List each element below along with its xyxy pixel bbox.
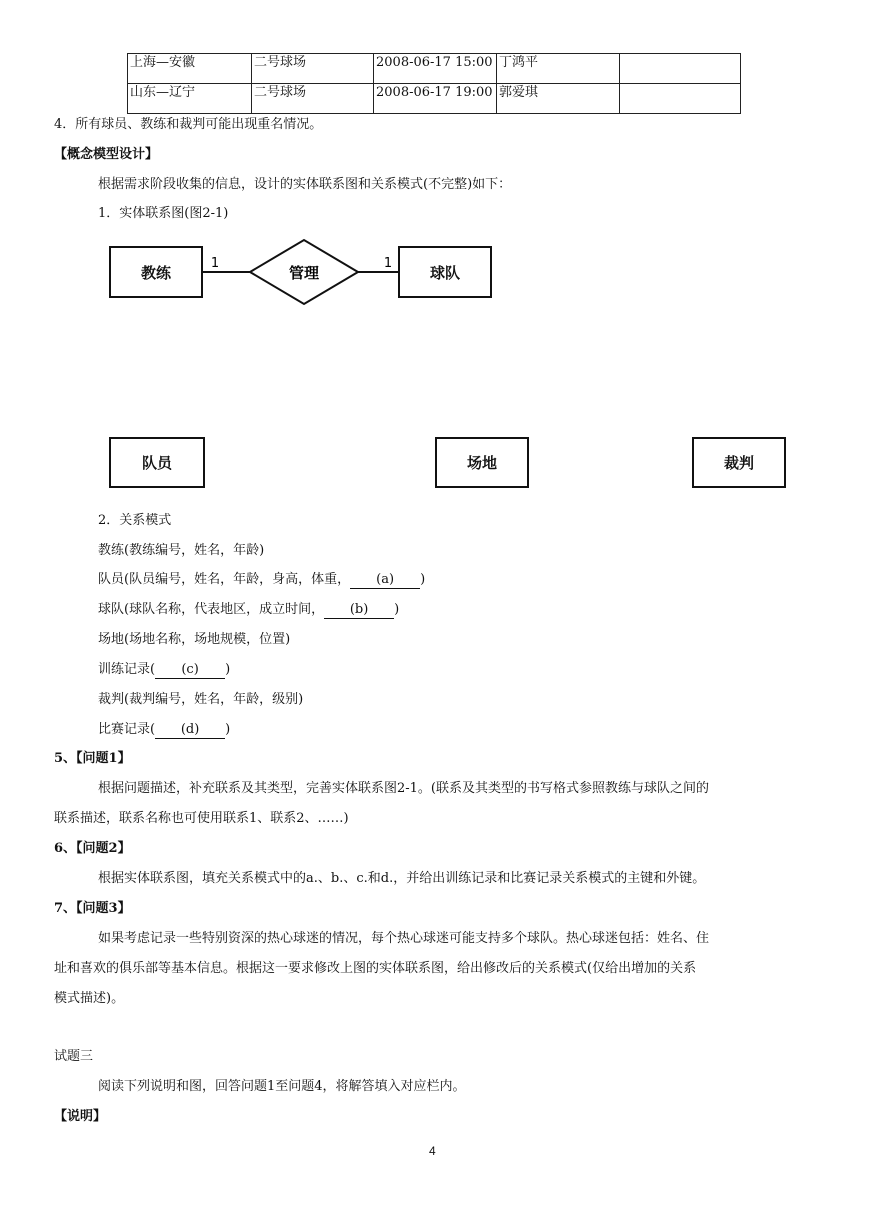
table-row — [128, 84, 741, 114]
schema-referee: 裁判(裁判编号，姓名，年龄，级别) — [98, 692, 304, 707]
question-1-text-line2: 联系描述，联系名称也可使用联系1、联系2、……) — [54, 811, 349, 826]
blank-b: (b) — [324, 602, 394, 619]
question-2-title: 6、【问题2】 — [54, 841, 131, 856]
schema-heading: 2．关系模式 — [98, 513, 172, 528]
table-cell: 二号球场 — [252, 84, 374, 114]
blank-a: (a) — [350, 572, 420, 589]
section-3-intro: 阅读下列说明和图，回答问题1至问题4，将解答填入对应栏内。 — [98, 1079, 466, 1094]
concept-heading: 【概念模型设计】 — [54, 147, 159, 162]
schema-venue: 场地(场地名称，场地规模，位置) — [98, 632, 291, 647]
entity-team: 球队 — [398, 246, 492, 298]
question-3-title: 7、【问题3】 — [54, 901, 131, 916]
schema-player-prefix: 队员(队员编号，姓名，年龄，身高，体重， — [98, 572, 351, 587]
item-4-text: 4．所有球员、教练和裁判可能出现重名情况。 — [54, 117, 323, 132]
table-cell: 郭爱琪 — [497, 84, 620, 114]
cardinality-left: 1 — [210, 256, 220, 271]
cardinality-right: 1 — [383, 256, 393, 271]
question-3-text-line3: 模式描述)。 — [54, 991, 125, 1006]
question-3-text-line2: 址和喜欢的俱乐部等基本信息。根据这一要求修改上图的实体联系图，给出修改后的关系模式(仅给出增加的关系 — [54, 961, 697, 976]
entity-coach: 教练 — [109, 246, 203, 298]
question-1-text-line1: 根据问题描述，补充联系及其类型，完善实体联系图2-1。(联系及其类型的书写格式参照教练与球队之间的 — [98, 781, 710, 796]
table-cell: 二号球场 — [252, 54, 374, 84]
blank-d: (d) — [155, 722, 225, 739]
schema-training — [98, 660, 230, 680]
explain-heading: 【说明】 — [54, 1109, 107, 1124]
schema-close: ) — [394, 602, 400, 617]
schema-match-prefix: 比赛记录( — [98, 722, 156, 737]
schema-training-prefix: 训练记录( — [98, 662, 156, 677]
table-cell: 上海—安徽 — [128, 54, 252, 84]
table-cell — [620, 84, 741, 114]
schema-player — [98, 570, 425, 590]
manage-relationship-label: 管理 — [288, 264, 320, 282]
page-number: 4 — [429, 1144, 436, 1158]
entity-referee: 裁判 — [692, 437, 786, 488]
schema-coach: 教练(教练编号，姓名，年龄) — [98, 543, 265, 558]
er-caption: 1．实体联系图(图2-1) — [98, 206, 229, 221]
schema-match — [98, 720, 230, 740]
table-cell: 山东—辽宁 — [128, 84, 252, 114]
question-2-text: 根据实体联系图，填充关系模式中的a.、b.、c.和d.，并给出训练记录和比赛记录关系模式的主键和外键。 — [98, 871, 706, 886]
entity-player: 队员 — [109, 437, 205, 488]
table-cell: 2008-06-17 19:00 — [374, 84, 497, 114]
entity-venue: 场地 — [435, 437, 529, 488]
schedule-table — [127, 53, 741, 114]
question-3-text-line1: 如果考虑记录一些特别资深的热心球迷的情况，每个热心球迷可能支持多个球队。热心球迷包括：姓名、住 — [98, 931, 710, 946]
section-3-title: 试题三 — [54, 1049, 94, 1064]
schema-close: ) — [225, 662, 231, 677]
table-cell — [620, 54, 741, 84]
question-1-title: 5、【问题1】 — [54, 751, 131, 766]
blank-c: (c) — [155, 662, 225, 679]
schema-team-prefix: 球队(球队名称，代表地区，成立时间， — [98, 602, 325, 617]
concept-intro: 根据需求阶段收集的信息，设计的实体联系图和关系模式(不完整)如下： — [98, 177, 512, 192]
schema-close: ) — [225, 722, 231, 737]
table-cell: 丁鸿平 — [497, 54, 620, 84]
table-cell: 2008-06-17 15:00 — [374, 54, 497, 84]
schema-close: ) — [420, 572, 426, 587]
table-row — [128, 54, 741, 84]
schema-team — [98, 600, 399, 620]
